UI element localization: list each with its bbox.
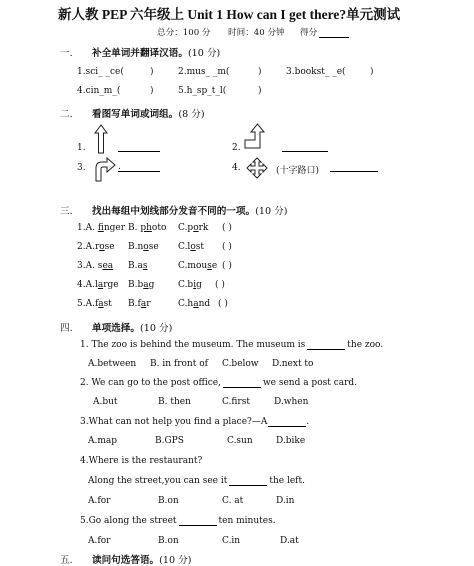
s3-row-4-option-c: C.big [178, 280, 202, 290]
s1-item-2: 2.mus_ _m( [178, 67, 230, 77]
s3-row-5-option-b: B.far [128, 299, 151, 309]
s2-blank-1 [118, 143, 160, 152]
s3-row-2-option-b: B.nose [128, 242, 159, 252]
page-title: 新人教 PEP 六年级上 Unit 1 How can I get there?单元测试 [58, 7, 401, 22]
q1-opt-d: D.next to [272, 359, 314, 369]
underlined-letters: o [193, 223, 199, 233]
q5-opt-d: D.at [280, 536, 299, 546]
s2-num-1: 1. [77, 143, 86, 153]
q4-opt-b: B.on [158, 496, 179, 506]
section-number: 一. [60, 48, 73, 59]
q3-opt-d: D.bike [276, 436, 306, 446]
q4-opt-d: D.in [276, 496, 295, 506]
section-label: 补全单词并翻译汉语。 [92, 48, 188, 59]
arrow-up-icon [94, 124, 108, 154]
q2-opt-b: B. then [158, 397, 191, 407]
q5-blank [179, 516, 217, 526]
s3-row-3-answer-paren: ( ) [222, 261, 232, 271]
q1-text: 1. The zoo is behind the museum. The museum is the zoo. [80, 340, 384, 350]
section-4-heading: 四. 单项选择。(10 分) [60, 323, 173, 334]
s1-close-4: ) [150, 86, 154, 96]
underlined-letters: s [207, 261, 212, 271]
q1-opt-a: A.between [88, 359, 137, 369]
q3-text: 3.What can not help you find a place?—A . [80, 417, 310, 427]
s3-row-1-option-b: B. photo [128, 223, 167, 233]
underlined-letters: a [143, 280, 149, 290]
q3-blank [268, 417, 306, 427]
q3-opt-a: A.map [88, 436, 118, 446]
underlined-letters: a [97, 280, 104, 290]
section-5-heading: 五. 读问句选答语。(10 分) [60, 555, 192, 566]
s3-row-3-option-a: 3.A. sea [77, 261, 114, 271]
s1-item-3: 3.bookst_ _e( [286, 67, 346, 77]
s2-num-2: 2. [232, 143, 241, 153]
crossroad-label: (十字路口) [276, 166, 320, 176]
underlined-letters: o [99, 242, 105, 252]
q5-opt-b: B.on [158, 536, 179, 546]
underlined-letters: f [97, 223, 104, 233]
q2-text: 2. We can go to the post office, we send a post card. [80, 378, 358, 388]
score-label: 得分 [300, 28, 318, 38]
q3-opt-b: B.GPS [155, 436, 184, 446]
q2-blank [223, 378, 261, 388]
crossroad-arrows-icon [246, 157, 268, 179]
q4-opt-c: C. at [222, 496, 244, 506]
s2-blank-4 [330, 163, 378, 172]
s1-close-1: ) [150, 67, 154, 77]
s3-row-2-option-c: C.lost [178, 242, 204, 252]
s3-row-4-option-a: 4.A.large [77, 280, 119, 290]
s3-row-4-answer-paren: ( ) [215, 280, 225, 290]
section-1-heading [60, 45, 220, 59]
q4-subtext: Along the street,you can see it the left. [88, 476, 305, 486]
s1-item-1: 1.sci_ _ce( [77, 67, 124, 77]
underlined-letters: o [190, 242, 196, 252]
underlined-letters: a [140, 299, 147, 309]
s1-close-5: ) [258, 86, 262, 96]
turn-right-icon [94, 157, 116, 182]
underlined-letters: s [142, 261, 148, 271]
s3-row-4-option-b: B.bag [128, 280, 155, 290]
s1-item-5: 5.h_sp_t_l( [178, 86, 227, 96]
q1-opt-c: C.below [222, 359, 259, 369]
s2-blank-3: . [118, 162, 160, 172]
q1-opt-b: B. in front of [150, 359, 208, 369]
underlined-letters: o [143, 242, 149, 252]
s3-row-5-option-c: C.hand [178, 299, 211, 309]
s2-blank-2 [282, 143, 328, 152]
s3-row-3-option-b: B.as [128, 261, 148, 271]
s3-row-2-option-a: 2.A.rose [77, 242, 115, 252]
s3-row-5-option-a: 5.A.fast [77, 299, 112, 309]
s3-row-1-option-a: 1.A. finger [77, 223, 126, 233]
s1-item-4: 4.cin_m_( [77, 86, 121, 96]
section-2-heading: 二. 看图写单词或词组。(8 分) [60, 109, 205, 120]
q2-opt-c: C.first [222, 397, 250, 407]
s2-num-4: 4. [232, 163, 241, 173]
s1-close-2: ) [258, 67, 262, 77]
s3-row-3-option-c: C.mouse [178, 261, 218, 271]
underlined-letters: ea [102, 261, 114, 271]
underlined-letters: ph [140, 223, 152, 233]
underlined-letters: i [193, 280, 197, 290]
s3-row-1-option-c: C.pork [178, 223, 209, 233]
s1-close-3: ) [370, 67, 374, 77]
section-points: (10 分) [187, 48, 221, 59]
q5-opt-c: C.in [222, 536, 241, 546]
q4-opt-a: A.for [88, 496, 111, 506]
score-blank [319, 28, 349, 38]
q1-blank [307, 340, 345, 350]
q3-opt-c: C.sun [227, 436, 253, 446]
q4-text: 4.Where is the restaurant? [80, 456, 203, 466]
underlined-letters: a [98, 299, 104, 309]
score-field [300, 26, 349, 38]
s3-row-5-answer-paren: ( ) [218, 299, 228, 309]
q5-text: 5.Go along the street ten minutes. [80, 516, 276, 526]
turn-right-then-up-icon [244, 123, 268, 149]
total-score: 总分：100 分 [157, 28, 211, 38]
q2-opt-a: A.but [93, 397, 118, 407]
time-limit: 时间：40 分钟 [228, 28, 285, 38]
q5-opt-a: A.for [88, 536, 111, 546]
q4-blank [229, 476, 267, 486]
underlined-letters: a [193, 299, 199, 309]
section-3-heading: 三. 找出每组中划线部分发音不同的一项。(10 分) [60, 206, 288, 217]
s3-row-2-answer-paren: ( ) [222, 242, 232, 252]
s2-num-3: 3. [77, 163, 86, 173]
q2-opt-d: D.when [274, 397, 309, 407]
s3-row-1-answer-paren: ( ) [222, 223, 232, 233]
